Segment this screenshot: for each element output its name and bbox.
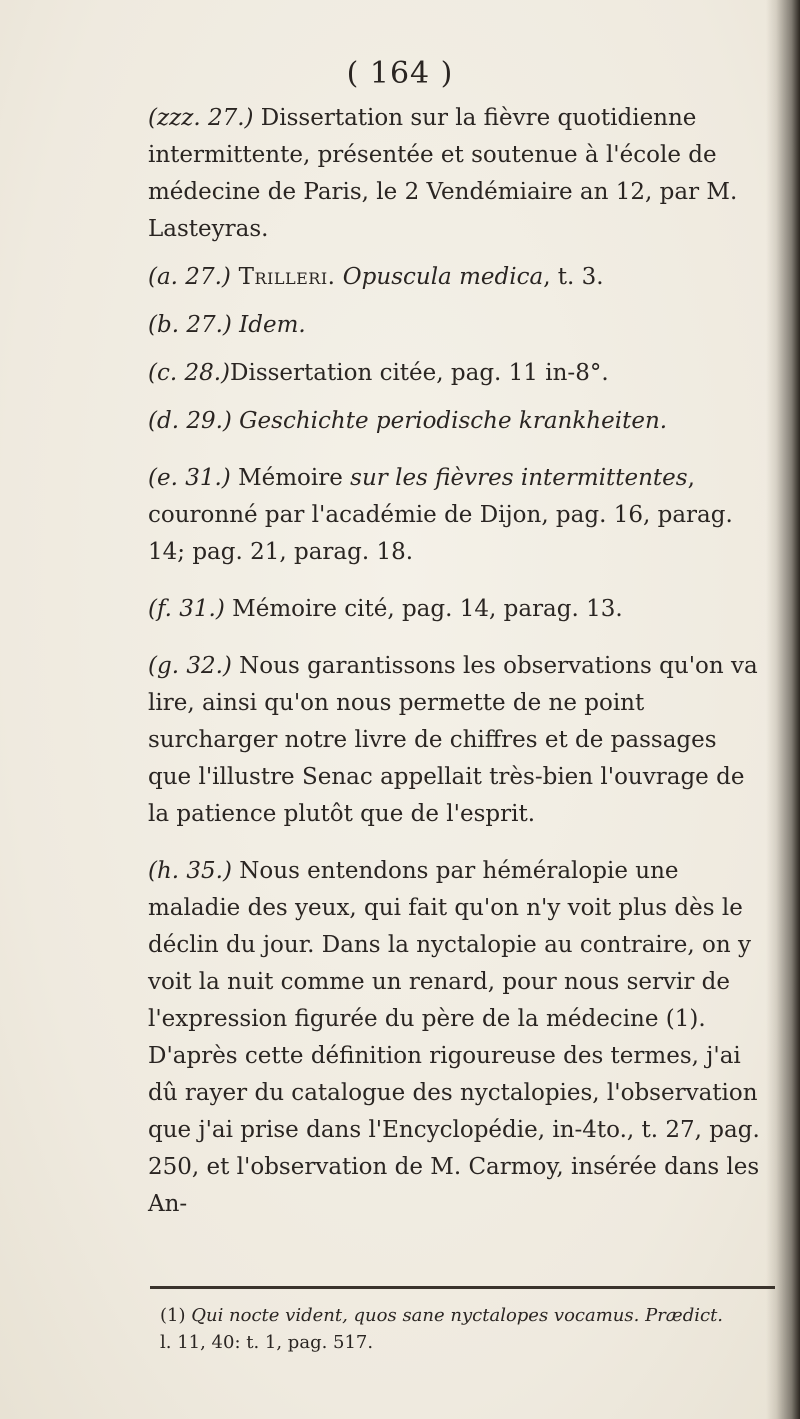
note-title: Geschichte periodische krankheiten. xyxy=(231,408,668,434)
note-author: Trilleri. xyxy=(230,264,336,290)
note-label: (e. 31.) xyxy=(148,465,231,491)
note-title: Opuscula medica xyxy=(335,264,544,290)
note-a xyxy=(148,259,764,296)
footnote-rule xyxy=(150,1286,775,1289)
page-edge-shadow xyxy=(766,0,800,1419)
note-title: Idem. xyxy=(231,312,306,338)
footnote-ref: l. 11, 40: t. 1, pag. 517. xyxy=(160,1332,374,1353)
note-label: (h. 35.) xyxy=(148,858,232,884)
note-d xyxy=(148,403,764,440)
notes-body xyxy=(148,100,764,1234)
note-text: Mémoire cité, pag. 14, parag. 13. xyxy=(224,596,623,622)
note-text: Nous garantissons les observations qu'on va lire, ainsi qu'on nous permette de ne point surcharger notre livre de chiffres et de passages que l'illustre Senac appellait très-bien l'ouvrage de la patience plutôt que de l'esprit. xyxy=(148,653,758,827)
note-label: (zzz. 27.) xyxy=(148,105,254,131)
note-label: (a. 27.) xyxy=(148,264,231,290)
note-label: (f. 31.) xyxy=(148,596,225,622)
note-zzz xyxy=(148,100,764,248)
note-f xyxy=(148,591,764,628)
note-e xyxy=(148,460,764,571)
note-text: Dissertation citée, pag. 11 in-8°. xyxy=(230,360,609,386)
footnote-latin: Qui nocte vident, quos sane nyctalopes vocamus. xyxy=(185,1305,640,1326)
note-label: (d. 29.) xyxy=(148,408,232,434)
note-label: (g. 32.) xyxy=(148,653,232,679)
note-b xyxy=(148,307,764,344)
note-text: Dissertation sur la fièvre quotidienne intermittente, présentée et soutenue à l'école de médecine de Paris, le 2 Vendémiaire an 12, par M. Lasteyras. xyxy=(148,105,738,242)
note-text: Mémoire xyxy=(230,465,351,491)
footnote-source: Prædict. xyxy=(639,1305,724,1326)
note-g xyxy=(148,648,764,833)
note-label: (c. 28.) xyxy=(148,360,231,386)
note-text: , t. 3. xyxy=(543,264,604,290)
note-text: Nous entendons par héméralopie une maladie des yeux, qui fait qu'on n'y voit plus dès le déclin du jour. Dans la nyctalopie au contraire, on y voit la nuit comme un renard, pour nous servir de l'expression figurée du père de la médecine (1). D'après cette définition rigoureuse des termes, j'ai dû rayer du catalogue des nyctalopies, l'observation que j'ai prise dans l'Encyclopédie, in-4to., t. 27, pag. 250, et l'observation de M. Carmoy, insérée dans les An- xyxy=(148,858,760,1217)
note-text-cont: , couronné par l'académie de Dijon, pag. 16, parag. 14; pag. 21, parag. 18. xyxy=(148,465,733,565)
note-h xyxy=(148,853,764,1223)
note-title: sur les fièvres intermittentes xyxy=(350,465,688,491)
footnote xyxy=(160,1302,770,1356)
note-c xyxy=(148,355,764,392)
note-label: (b. 27.) xyxy=(148,312,232,338)
page-number: ( 164 ) xyxy=(346,56,454,91)
footnote-marker: (1) xyxy=(160,1305,186,1326)
